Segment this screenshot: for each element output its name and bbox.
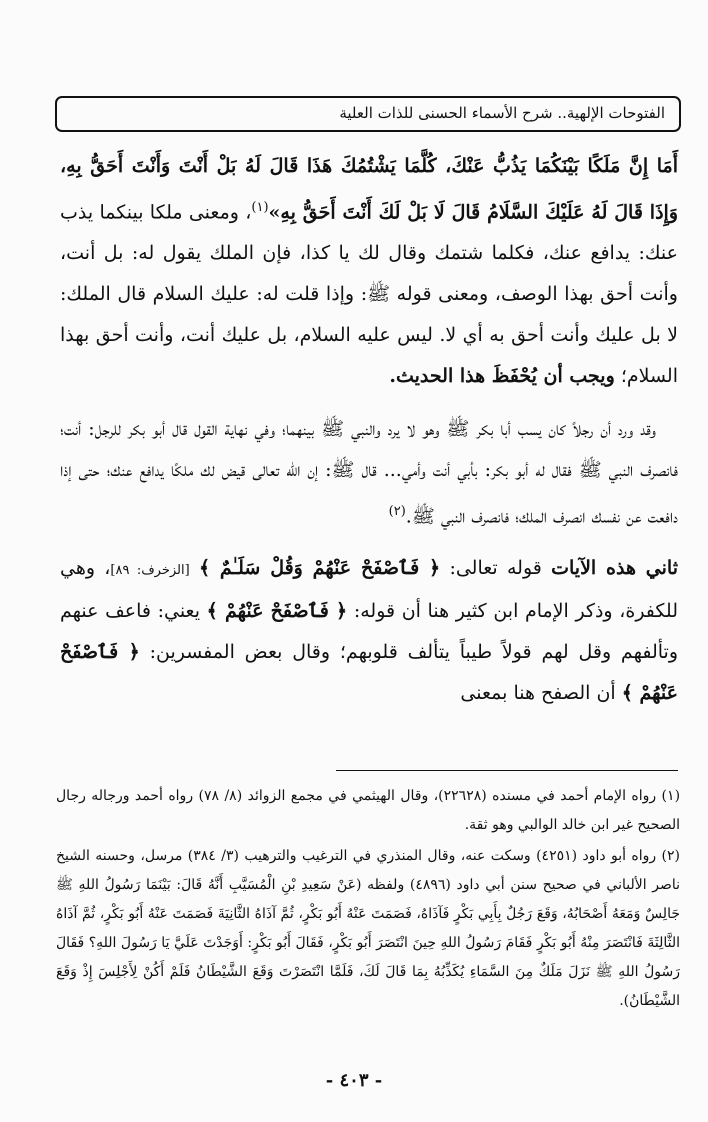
paragraph-2: [60, 409, 678, 537]
footnote-1: (١) رواه الإمام أحمد في مسنده (٢٢٦٢٨)، وقال الهيثمي في مجمع الزوائد (٨/ ٧٨) رواه أحمد ورجاله رجال الصحيح غير ابن خالد الوالبي وهو ثقة.: [56, 788, 681, 833]
running-header: [55, 96, 681, 132]
paragraph-3: [60, 548, 678, 714]
page-number: - ٤٠٣ -: [325, 1070, 383, 1091]
paragraph-3-text-b: ، وهي للكفرة، وذكر الإمام ابن كثير هنا أن قوله:: [60, 556, 678, 622]
main-text: [60, 146, 678, 714]
quran-quote-2: ﴿ فَٱصْفَحْ عَنْهُمْ ﴾: [206, 599, 348, 622]
paragraph-3-lead: ثاني هذه الآيات: [551, 556, 679, 579]
hadith-quote: أَمَا إِنَّ مَلَكًا بَيْنَكُمَا يَذُبُّ عَنْكَ، كُلَّمَا يَشْتُمُكَ هَذَا قَالَ لَهُ بَلْ أَنْتَ وَأَنْتَ أَحَقُّ بِهِ، وَإِذَا قَالَ لَهُ عَلَيْكَ السَّلَامُ قَالَ لَا بَلْ لَكَ أَنْتَ أَحَقُّ بِهِ»: [60, 155, 678, 224]
quran-citation: [الزخرف: ٨٩]: [110, 562, 190, 578]
footnote-ref-1[interactable]: (١): [251, 200, 269, 215]
footnote-2: [56, 842, 680, 1016]
paragraph-3-text-a: قوله تعالى:: [449, 556, 542, 579]
paragraph-3-text-c: يعني: فاعف عنهم وتألفهم وقل لهم قولاً طيباً يتألف قلوبهم؛ وقال بعض المفسرين:: [60, 599, 678, 663]
paragraph-1-text: ، ومعنى ملكا بينكما يذب عنك: يدافع عنك، فكلما شتمك وقال لك يا كذا، فإن الملك يقول له: بل أنت، وأنت أحق بهذا الوصف، ومعنى قوله ﷺ: وإذا قلت له: عليك السلام قال الملك: لا بل عليك وأنت أحق به أي لا. ليس عليه السلام، بل عليك أنت، وأنت أحق بهذا السلام؛: [60, 201, 678, 388]
footnotes: [56, 782, 680, 1016]
quran-quote-1: ﴿ فَٱصْفَحْ عَنْهُمْ وَقُلْ سَلَـٰمٌ ﴾: [198, 556, 441, 579]
footnote-2-source: (٢) رواه أبو داود (٤٢٥١) وسكت عنه، وقال المنذري في الترغيب والترهيب (٣/ ٣٨٤) مرسل، وحسنه الشيخ ناصر الألباني في صحيح سنن أبي داود (٤٨٩٦) ولفظه: [56, 848, 681, 893]
paragraph-3-text-d: أن الصفح هنا بمعنى: [460, 681, 616, 704]
header-title: الفتوحات الإلهية.. شرح الأسماء الحسنى للذات العلية: [339, 104, 665, 122]
footnote-ref-2[interactable]: (٢): [388, 504, 406, 520]
quran-quote-3: ﴿ فَٱصْفَحْ عَنْهُمْ ﴾: [60, 640, 678, 704]
paragraph-1: [60, 146, 678, 397]
paragraph-2-text: وقد ورد أن رجلاً كان يسب أبا بكر ﷺ وهو لا يرد والنبي ﷺ بينهما؛ وفي نهاية القول قال أبو بكر للرجل: أنت؛ فانصرف النبي ﷺ فقال له أبو بكر: بأبي أنت وأمي... قال ﷺ: إن الله تعالى قيض لك ملكًا يدافع عنك؛ حتى إذا دافعت عن نفسك انصرف الملك؛ فانصرف النبي ﷺ.: [60, 418, 678, 528]
paragraph-1-bold: ويجب أن يُحْفَظَ هذا الحديث.: [389, 365, 615, 388]
footnote-divider: [336, 770, 678, 771]
footnote-2-hadith: (عَنْ سَعِيدِ بْنِ الْمُسَيَّبِ أَنَّهُ قَالَ: بَيْنَمَا رَسُولُ اللهِ ﷺ جَالِسٌ وَمَعَهُ أَصْحَابُهُ، وَقَعَ رَجُلٌ بِأَبِي بَكْرٍ فَآذَاهُ، فَصَمَتَ عَنْهُ أَبُو بَكْرٍ، ثُمَّ آذَاهُ الثَّانِيَةَ فَصَمَتَ عَنْهُ أَبُو بَكْرٍ، ثُمَّ آذَاهُ الثَّالِثَةَ فَانْتَصَرَ مِنْهُ أَبُو بَكْرٍ فَقَامَ رَسُولُ اللهِ حِينَ انْتَصَرَ أَبُو بَكْرٍ، فَقَالَ أَبُو بَكْرٍ: أَوَجَدْتَ عَلَيَّ يَا رَسُولَ اللهِ؟ فَقَالَ رَسُولُ اللهِ ﷺ نَزَلَ مَلَكٌ مِنَ السَّمَاءِ يُكَذِّبُهُ بِمَا قَالَ لَكَ، فَلَمَّا انْتَصَرْتَ وَقَعَ الشَّيْطَانُ فَلَمْ أَكُنْ لِأَجْلِسَ إِذْ وَقَعَ الشَّيْطَانُ).: [56, 877, 680, 1009]
